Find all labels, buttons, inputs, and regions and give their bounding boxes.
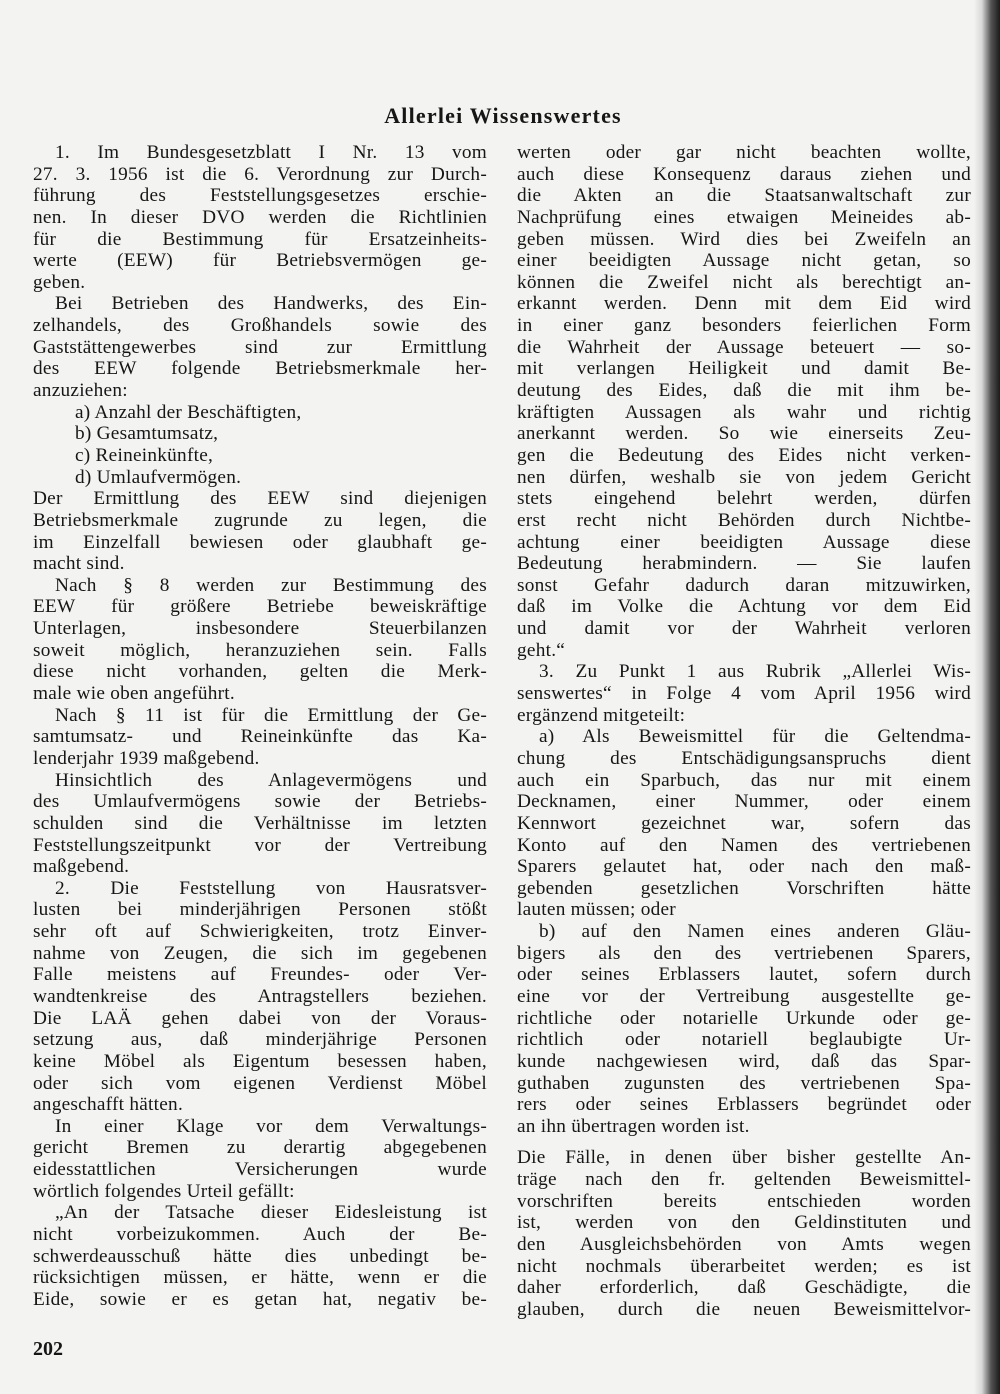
page-title: Allerlei Wissenswertes [384, 102, 622, 128]
text-line: erst recht nicht Behörden durch Nichtbe- [517, 509, 971, 531]
text-line: schulden sind die Verhältnisse im letzten [33, 812, 487, 834]
list-item: c) Reineinkünfte, [75, 444, 214, 466]
text-line: Nachprüfung eines etwaigen Meineides ab- [517, 206, 971, 228]
paragraph [33, 1116, 487, 1203]
text-column-right [517, 142, 971, 1321]
text-line: Unterlagen, insbesondere Steuerbilanzen [33, 618, 487, 640]
text-line: des EEW folgende Betriebsmerkmale her- [33, 358, 487, 380]
text-line: richtliche oder notarielle Urkunde oder ge- [517, 1007, 971, 1029]
paragraph [33, 142, 487, 293]
text-line: chung des Entschädigungsanspruchs dient [517, 747, 971, 769]
paragraph [517, 661, 971, 726]
text-line: oder sich vom eigenen Verdienst Möbel [33, 1072, 487, 1094]
text-line: Die Fälle, in denen über bisher gestellte An- [517, 1147, 971, 1169]
text-line: richtlich oder notariell beglaubigte Ur- [517, 1029, 971, 1051]
paragraph [33, 1202, 487, 1310]
text-line: gen die Bedeutung des Eides nicht verken- [517, 444, 971, 466]
text-line: wörtlich folgendes Urteil gefällt: [33, 1180, 295, 1202]
text-line: Sparers gelautet hat, oder nach den maß- [517, 856, 971, 878]
text-line: in einer ganz besonders feierlichen Form [517, 315, 971, 337]
text-line: den Ausgleichsbehörden von Amts wegen [517, 1234, 971, 1256]
page-number: 202 [33, 1338, 63, 1360]
text-line: mit verlangen Heiligkeit und damit Be- [517, 358, 971, 380]
book-binding-shadow [974, 0, 1000, 1394]
text-line: achtung einer beeidigten Aussage diese [517, 531, 971, 553]
text-line: In einer Klage vor dem Verwaltungs- [55, 1115, 487, 1137]
text-line: die Akten an die Staatsanwaltschaft zur [517, 185, 971, 207]
text-line: wandtenkreise des Antragstellers beziehen. [33, 985, 487, 1007]
text-line: sonst Gefahr dadurch daran mitzuwirken, [517, 574, 971, 596]
text-line: ergänzend mitgeteilt: [517, 704, 686, 726]
text-line: geben. [33, 271, 86, 293]
text-line: EEW für größere Betriebe beweiskräftige [33, 596, 487, 618]
text-line: geben müssen. Wird dies bei Zweifeln an [517, 228, 971, 250]
text-line: kräftigten Aussagen als wahr und richtig [517, 401, 971, 423]
text-line: geht.“ [517, 639, 566, 661]
text-line: anerkannt werden. So wie einerseits Zeu- [517, 423, 971, 445]
text-line: Gaststättengewerbes sind zur Ermittlung [33, 336, 487, 358]
text-line: die Wahrheit der Aussage beteuert — so- [517, 336, 971, 358]
text-line: nen dürfen, weshalb sie von jedem Gericht [517, 466, 971, 488]
text-line: vorschriften bereits entschieden worden [517, 1190, 971, 1212]
text-line: gericht Bremen zu derartig abgegebenen [33, 1137, 487, 1159]
text-line: können die Zweifel nicht als berechtigt an- [517, 271, 971, 293]
paragraph [33, 488, 487, 575]
text-line: b) auf den Namen eines anderen Gläu- [539, 921, 971, 943]
text-line: deutung des Eides, daß die mit ihm be- [517, 380, 971, 402]
text-line: senswertes“ in Folge 4 vom April 1956 wird [517, 683, 971, 705]
paragraph [517, 726, 971, 921]
paragraph [33, 575, 487, 705]
text-line: auch ein Sparbuch, das nur mit einem [517, 769, 971, 791]
paragraph [517, 1147, 971, 1320]
text-line: anzuziehen: [33, 380, 128, 402]
text-line: werte (EEW) für Betriebsvermögen ge- [33, 250, 487, 272]
text-line: nicht nochmals überarbeitet werden; es ist [517, 1255, 971, 1277]
paragraph [33, 293, 487, 401]
text-line: 27. 3. 1956 ist die 6. Verordnung zur Durch- [33, 163, 487, 185]
paragraph [33, 878, 487, 1116]
text-line: gebenden gesetzlichen Vorschriften hätte [517, 877, 971, 899]
paragraph [33, 770, 487, 878]
paragraph [517, 921, 971, 1137]
text-line: lenderjahr 1939 maßgebend. [33, 747, 260, 769]
text-line: an ihn übertragen worden ist. [517, 1115, 750, 1137]
text-line: setzung aus, daß minderjährige Personen [33, 1029, 487, 1051]
text-line: sehr oft auf Schwierigkeiten, trotz Einver- [33, 921, 487, 943]
text-line: soweit möglich, heranzuziehen sein. Falls [33, 639, 487, 661]
text-line: macht sind. [33, 553, 125, 575]
text-line: 1. Im Bundesgesetzblatt I Nr. 13 vom [55, 142, 487, 163]
text-line: Decknamen, einer Nummer, oder einem [517, 791, 971, 813]
text-column-left [33, 142, 487, 1311]
text-line: im Einzelfall bewiesen oder glaubhaft ge- [33, 531, 487, 553]
text-line: daher erforderlich, daß Geschädigte, die [517, 1277, 971, 1299]
text-line: schwerdeausschuß hätte dies unbedingt be- [33, 1245, 487, 1267]
text-line: „An der Tatsache dieser Eidesleistung ist [55, 1202, 487, 1224]
text-line: werten oder gar nicht beachten wollte, [517, 142, 971, 163]
text-line: Kennwort gezeichnet war, sofern das [517, 812, 971, 834]
text-line: des Umlaufvermögens sowie der Betriebs- [33, 791, 487, 813]
text-line: male wie oben angeführt. [33, 683, 235, 705]
text-line: auch diese Konsequenz daraus ziehen und [517, 163, 971, 185]
text-line: für die Bestimmung für Ersatzeinheits- [33, 228, 487, 250]
text-line: lusten bei minderjährigen Personen stößt [33, 899, 487, 921]
text-line: einer beeidigten Aussage nicht getan, so [517, 250, 971, 272]
text-line: guthaben zugunsten des vertriebenen Spa- [517, 1072, 971, 1094]
text-line: Hinsichtlich des Anlagevermögens und [55, 769, 487, 791]
text-line: daß im Volke die Achtung vor dem Eid [517, 596, 971, 618]
text-line: Die LAÄ gehen dabei von der Voraus- [33, 1007, 487, 1029]
text-line: nahme von Zeugen, die sich im gegebenen [33, 942, 487, 964]
text-line: Eide, sowie er es getan hat, negativ be- [33, 1288, 487, 1310]
text-line: träge nach den fr. geltenden Beweismittel- [517, 1169, 971, 1191]
text-line: Bedeutung herabmindern. — Sie laufen [517, 553, 971, 575]
text-line: kunde nachgewiesen wird, daß das Spar- [517, 1050, 971, 1072]
text-line: diese nicht vorhanden, gelten die Merk- [33, 661, 487, 683]
text-line: rücksichtigen müssen, er hätte, wenn er die [33, 1267, 487, 1289]
paragraph [517, 142, 971, 661]
text-line: nicht vorbeizukommen. Auch der Be- [33, 1224, 487, 1246]
text-line: Feststellungszeitpunkt vor der Vertreibung [33, 834, 487, 856]
text-line: Nach § 11 ist für die Ermittlung der Ge- [55, 704, 487, 726]
text-line: eine vor der Vertreibung ausgestellte ge- [517, 985, 971, 1007]
list-item: d) Umlaufvermögen. [75, 466, 242, 488]
text-line: Betriebsmerkmale zugrunde zu legen, die [33, 509, 487, 531]
text-line: a) Als Beweismittel für die Geltendma- [539, 726, 971, 748]
text-line: 3. Zu Punkt 1 aus Rubrik „Allerlei Wis- [539, 661, 971, 683]
text-line: nen. In dieser DVO werden die Richtlinien [33, 206, 487, 228]
list [33, 402, 487, 489]
text-line: ist, werden von den Geldinstituten und [517, 1212, 971, 1234]
text-line: eidesstattlichen Versicherungen wurde [33, 1159, 487, 1181]
text-line: lauten müssen; oder [517, 899, 676, 921]
list-item: b) Gesamtumsatz, [75, 423, 219, 445]
text-line: keine Möbel als Eigentum besessen haben, [33, 1050, 487, 1072]
text-line: glauben, durch die neuen Beweismittelvor- [517, 1298, 971, 1320]
text-line: bigers als den des vertriebenen Sparers, [517, 942, 971, 964]
text-line: Falle meistens auf Freundes- oder Ver- [33, 964, 487, 986]
text-line: Der Ermittlung des EEW sind diejenigen [33, 488, 487, 510]
list-item: a) Anzahl der Beschäftigten, [75, 401, 302, 423]
text-line: Nach § 8 werden zur Bestimmung des [55, 574, 487, 596]
text-line: maßgebend. [33, 856, 130, 878]
paragraph [33, 705, 487, 770]
text-line: und damit vor der Wahrheit verloren [517, 618, 971, 640]
text-line: angeschafft hätten. [33, 1094, 184, 1116]
text-line: rers oder seines Erblassers begründet oder [517, 1094, 971, 1116]
text-line: führung des Feststellungsgesetzes erschie- [33, 185, 487, 207]
text-line: oder seines Erblassers lautet, sofern durch [517, 964, 971, 986]
text-line: Bei Betrieben des Handwerks, des Ein- [55, 293, 487, 315]
text-line: zelhandels, des Großhandels sowie des [33, 315, 487, 337]
text-line: samtumsatz- und Reineinkünfte das Ka- [33, 726, 487, 748]
text-line: stets eingehend belehrt werden, dürfen [517, 488, 971, 510]
text-line: Konto auf den Namen des vertriebenen [517, 834, 971, 856]
text-line: erkannt werden. Denn mit dem Eid wird [517, 293, 971, 315]
text-line: 2. Die Feststellung von Hausratsver- [55, 877, 487, 899]
